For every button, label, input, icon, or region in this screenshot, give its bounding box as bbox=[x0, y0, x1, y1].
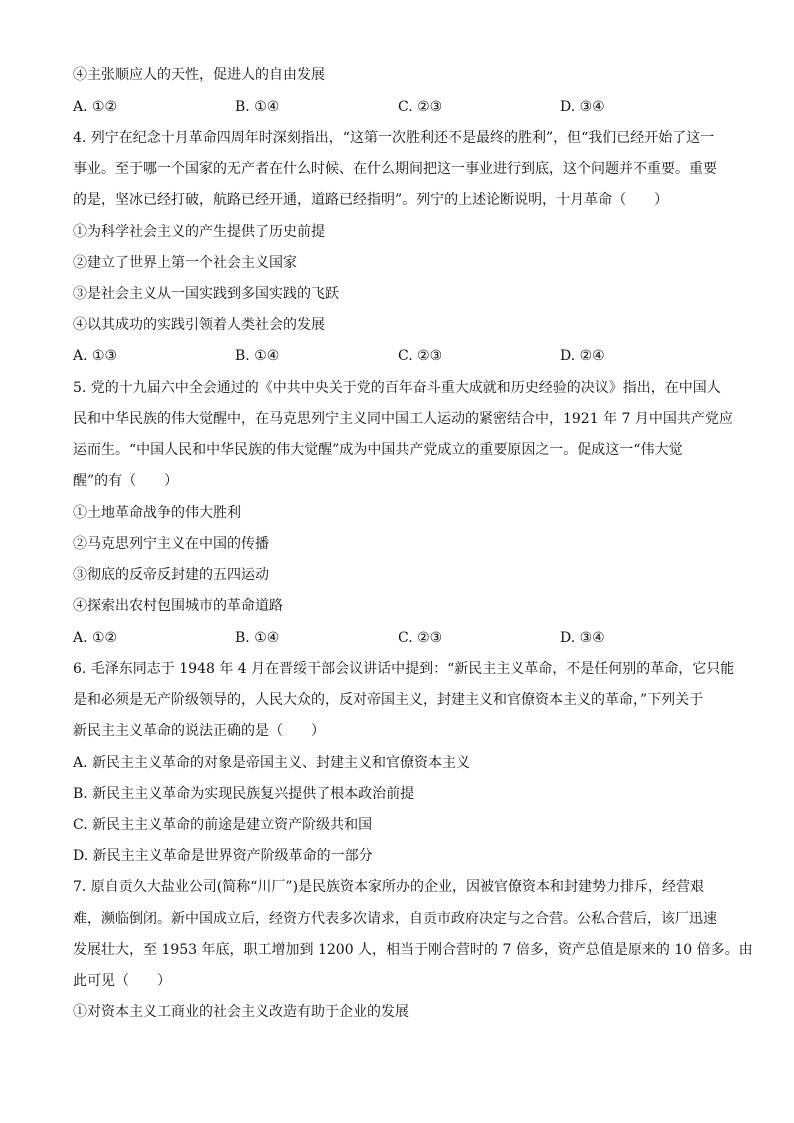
q4-option-d: D. ②④ bbox=[560, 348, 605, 364]
q4-item-4: ④以其成功的实践引领着人类社会的发展 bbox=[73, 317, 325, 333]
q4-option-c: C. ②③ bbox=[398, 348, 443, 364]
q3-option-b: B. ①④ bbox=[235, 99, 280, 115]
q3-option-d: D. ③④ bbox=[560, 99, 605, 115]
q6-option-b: B. 新民主主义革命为实现民族复兴提供了根本政治前提 bbox=[73, 786, 415, 802]
q5-stem-line-4: 醒”的有（ ） bbox=[73, 473, 179, 489]
q6-option-a: A. 新民主主义革命的对象是帝国主义、封建主义和官僚资本主义 bbox=[73, 755, 471, 771]
q6-option-d: D. 新民主主义革命是世界资产阶级革命的一部分 bbox=[73, 848, 373, 864]
q4-option-b: B. ①④ bbox=[235, 348, 280, 364]
q5-item-3: ③彻底的反帝反封建的五四运动 bbox=[73, 567, 269, 583]
q3-item-4: ④主张顺应人的天性，促进人的自由发展 bbox=[73, 67, 325, 83]
q5-item-1: ①土地革命战争的伟大胜利 bbox=[73, 505, 241, 521]
q4-item-3: ③是社会主义从一国实践到多国实践的飞跃 bbox=[73, 286, 339, 302]
q5-stem-line-3: 运而生。“中国人民和中华民族的伟大觉醒”成为中国共产党成立的重要原因之一。促成这一“伟大觉 bbox=[73, 442, 683, 458]
q4-item-1: ①为科学社会主义的产生提供了历史前提 bbox=[73, 224, 325, 240]
q6-option-c: C. 新民主主义革命的前途是建立资产阶级共和国 bbox=[73, 817, 373, 833]
q6-stem-line-3: 新民主主义革命的说法正确的是（ ） bbox=[73, 723, 325, 739]
q4-stem-line-1: 4. 列宁在纪念十月革命四周年时深刻指出，“这第一次胜利还不是最终的胜利”，但“我们已经开始了这一 bbox=[73, 130, 715, 146]
q4-stem-line-2: 事业。至于哪一个国家的无产者在什么时候、在什么期间把这一事业进行到底，这个问题并不重要。重要 bbox=[73, 161, 717, 177]
q5-stem-line-2: 民和中华民族的伟大觉醒中，在马克思列宁主义同中国工人运动的紧密结合中，1921 年 7 月中国共产党应 bbox=[73, 411, 733, 427]
q5-option-d: D. ③④ bbox=[560, 630, 605, 646]
q4-stem-line-3: 的是，坚冰已经打破，航路已经开通，道路已经指明”。列宁的上述论断说明，十月革命（ ） bbox=[73, 192, 669, 208]
q5-option-a: A. ①② bbox=[73, 630, 118, 646]
q3-option-a: A. ①② bbox=[73, 99, 118, 115]
q5-item-4: ④探索出农村包围城市的革命道路 bbox=[73, 598, 283, 614]
q5-option-c: C. ②③ bbox=[398, 630, 443, 646]
q4-item-2: ②建立了世界上第一个社会主义国家 bbox=[73, 255, 297, 271]
q7-item-1: ①对资本主义工商业的社会主义改造有助于企业的发展 bbox=[73, 1004, 409, 1020]
q3-option-c: C. ②③ bbox=[398, 99, 443, 115]
q7-stem-line-4: 此可见（ ） bbox=[73, 973, 171, 989]
q5-option-b: B. ①④ bbox=[235, 630, 280, 646]
q6-stem-line-1: 6. 毛泽东同志于 1948 年 4 月在晋绥干部会议讲话中提到：“新民主主义革命，不是任何别的革命，它只能 bbox=[73, 661, 735, 677]
q5-stem-line-1: 5. 党的十九届六中全会通过的《中共中央关于党的百年奋斗重大成就和历史经验的决议》指出，在中国人 bbox=[73, 380, 721, 396]
q4-option-a: A. ①③ bbox=[73, 348, 118, 364]
q5-item-2: ②马克思列宁主义在中国的传播 bbox=[73, 536, 269, 552]
q7-stem-line-1: 7. 原自贡久大盐业公司(简称“川厂”)是民族资本家所办的企业，因被官僚资本和封建势力排斥，经营艰 bbox=[73, 879, 705, 895]
q7-stem-line-2: 难，濒临倒闭。新中国成立后，经资方代表多次请求，自贡市政府决定与之合营。公私合营后，该厂迅速 bbox=[73, 911, 717, 927]
q7-stem-line-3: 发展壮大，至 1953 年底，职工增加到 1200 人，相当于刚合营时的 7 倍多，资产总值是原来的 10 倍多。由 bbox=[73, 942, 753, 958]
q6-stem-line-2: 是和必须是无产阶级领导的，人民大众的，反对帝国主义，封建主义和官僚资本主义的革命，”下列关于 bbox=[73, 692, 704, 708]
